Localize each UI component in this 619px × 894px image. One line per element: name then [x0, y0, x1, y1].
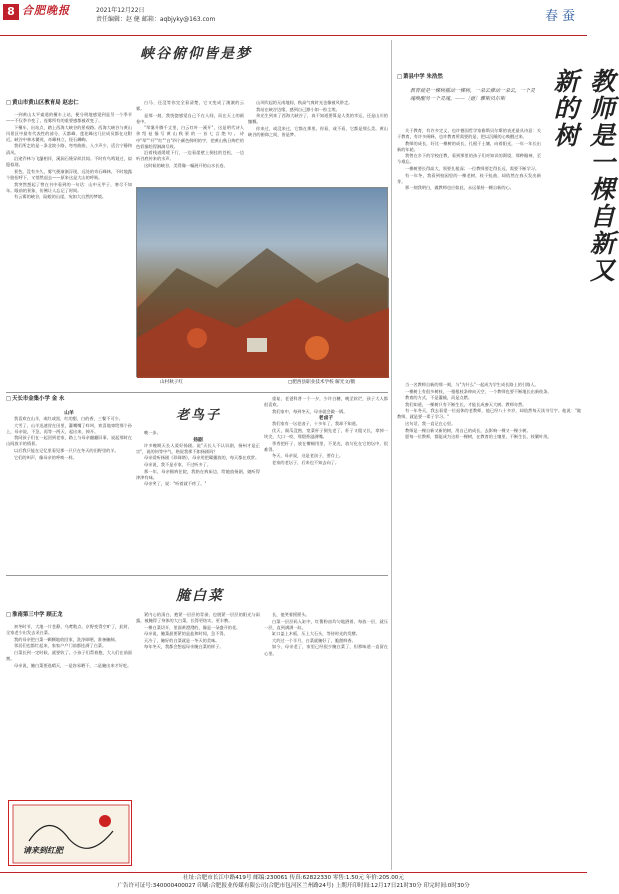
stamp-text: 请来到红肥: [23, 845, 63, 855]
paragraph: 一到黄山太平索道的檀车上站，便分明地感觉到是另一个季节——不仅季节变了，连雾所有的重要感都被改变了。: [6, 112, 132, 124]
paragraph: 我喜欢在山羊，或红或黑，红的甜，白的香，三餐不可少。: [14, 416, 123, 422]
subtitle: 山羊: [64, 410, 74, 416]
article4-byline: □ 萧县中学 朱浩然: [397, 74, 443, 82]
paragraph: 教师是一棵自新又新的树，用自己的成长，去影响一棵又一棵小树。: [405, 427, 531, 433]
paragraph: 白马、还没等你完全看清楚，它又变成了滚滚的云雾。: [136, 100, 244, 112]
epigraph-quote: 教育就是一棵树摇动一棵树，一朵云推动一朵云，一个灵魂唤醒另一个灵魂。——〔德〕雅斯贝尔斯: [410, 88, 536, 102]
paragraph: 下檀车，出站点，踏上西海大峡谷的景观路。西海大峡谷与黄山风景区中最有代表性的部分，天都峰、莲花峰这几位成员都在这附近。峡谷中林木繁茂，奇峰林立，怪石嶙峋。: [6, 124, 132, 142]
photo-caption: 山村秋子红: [160, 380, 183, 385]
section-title: 春蚕: [544, 9, 579, 24]
paragraph: 这时候的峡谷，美得像一幅展开的山水长卷。: [144, 162, 228, 168]
article1-title: 峡谷俯仰皆是梦: [140, 46, 252, 62]
paragraph: 是那一刻，我恍惚感觉自己不在人间，而在天上的画卷中。: [136, 112, 244, 124]
paragraph: 我站在峡谷边缘，感到自己渺小如一粒尘埃。: [256, 106, 340, 112]
paragraph: 大约过一个半月，白菜就腌好了，脆甜鲜香。: [272, 637, 356, 643]
article3-title: 腌白菜: [176, 588, 224, 604]
footer: [0, 872, 587, 894]
editor-info: 责任编辑：赵 健 邮箱：aqbjyky@163.com: [96, 16, 216, 23]
autumn-village-photo: [136, 187, 388, 377]
article1-col3: [248, 100, 388, 184]
paragraph: 有一年冬天，我去看望一位退休的老教师，他已经八十多岁，却依然每天读书写字。他说："做教师，就是要一辈子学习。": [397, 408, 581, 420]
paragraph: 教育的方式，不是灌输，而是点燃。: [405, 395, 473, 401]
paragraph: 母亲说，我不是专家，不过听多了。: [144, 461, 212, 467]
paragraph: 我的母亲把白菜一颗颗地收回家，洗净晾晒，准备腌制。: [14, 636, 119, 642]
paragraph: 教师的成长，好比一棵树的成长，扎根于土壤，向着阳光，一年一年长出新的年轮。: [397, 140, 541, 152]
paragraph: 如今，母亲老了，家里已经很少腌白菜了，但那味道一直留在心里。: [264, 644, 388, 656]
paragraph: 以后我只能在记忆里看见那一只只在冬天的田野里的羊。: [14, 448, 119, 454]
article4-col2: [397, 382, 581, 868]
paper-name: 合肥晚报: [22, 4, 70, 17]
paragraph: 关于教育，有许多定义，也许德国哲学家雅斯贝尔斯的表述最具诗意：关于教育，有许多阐释，也许教育所需要的是，把以沉睡的心唤醒过来。: [397, 128, 541, 140]
article4-vertical-title: 教师是一棵自新又新的树: [550, 68, 616, 284]
paragraph: 伏天，阁瓜没熟，宽菜杆子倒先老了，秆子又粗又长，拿掉一块尖，大口一咬，那甜香溢满嘴。: [264, 427, 388, 440]
paragraph: 景色，没有多久，雾气便渐渐浮现，远处的奇石峰林，不时地露个脸招呼下，又悄然退去——原来这是大山的呼吸。: [6, 168, 132, 180]
paragraph: 母亲爱听扬剧《珍珠塔》，母亲用把碟播放的，每天都在欣赏。: [144, 455, 260, 461]
photo-credit: □肥西县职业技术学校 解光文/摄: [288, 380, 356, 385]
photo-scenery: [137, 188, 389, 378]
paragraph: 这句话，我一直记在心里。: [405, 421, 456, 427]
stamp-art: [9, 801, 133, 867]
article2-title: 老鸟子: [176, 408, 222, 423]
paragraph: 白菜一层层码入缸中，红薯粉卤均匀地洒着，每放一层，就压一层，直到满满一缸。: [264, 618, 388, 630]
paragraph: 一棵树要长得高大，须要扎根深；一位教师要走得长远，需要不断学习。: [405, 166, 540, 172]
paragraph: 缸口盖上木板，压上大石头，等待时光的发酵。: [272, 631, 360, 637]
article1-col1: [6, 112, 132, 390]
masthead: [0, 0, 587, 36]
column-divider: [391, 40, 392, 870]
paragraph: 一棵树上有很多树枝，一根根枝条伸向天空，一个教师也要不断地长出新枝条。: [405, 388, 552, 394]
paragraph: 我们家中，每到冬天，母亲就会做一锅。: [272, 408, 348, 414]
paragraph: 沿着栈道缓缓下行，一边看崖壁上倒挂的苍松，一边听谷底传来的水声。: [136, 150, 244, 162]
subtitle: 老卤子: [318, 415, 334, 422]
article2-col2: [136, 430, 260, 570]
article3-col2: [136, 612, 260, 868]
article2-byline: □ 天长市金集小学 金 永: [6, 396, 64, 404]
footer-print-info: 广告许可证号:340000400027 印刷:合肥报业传媒有限公司(合肥市包河区兰州路24号) 上期开印时间:12月17日21时30分 印完时间:0时30分: [117, 882, 470, 889]
paragraph: 大雪了，山羊迅速冒在田里，灌嘴嘴了咩叫，欢喜地寄给那个孙上，母亲说，不急，再等一两天，起出来，掉开。: [6, 422, 132, 434]
paragraph: 我曾在乡下的学校任教，看到那里的孩子们对知识的渴望，那种眼神，至今难忘。: [397, 153, 541, 165]
paragraph: 我们所走的是一条北坡小路，弯弯曲曲，人少声少，适合宁静和清风。: [6, 143, 132, 155]
page-number: 8: [3, 4, 19, 20]
issue-date: 2021年12月22日: [96, 7, 145, 14]
article2-col3: [264, 396, 388, 570]
paragraph: 有云雾的峡谷，险峻的山崖，宛如大自然的梦境。: [14, 194, 107, 200]
paragraph: 我突然想起了曾在书中看到的一句话：山中无甲子，寒尽不知年。眼前的景象，仿佛让人忘记了时间。: [6, 181, 132, 193]
paragraph: 每年冬天，我都会想起母亲腌白菜的样子。: [144, 644, 224, 650]
paragraph: 当一名教师自新的那一刻，与"为什么"一起成为学生成长路上的引路人。: [405, 382, 539, 387]
header-meta: [96, 6, 215, 24]
section-divider: [6, 392, 388, 393]
paragraph: 晚一步。: [144, 430, 161, 435]
paragraph: 那一年，母亲腿病住院，我陪在病床边，给她放扬剧，她听得津津有味。: [136, 468, 260, 480]
section-divider: [6, 575, 388, 576]
article3-col1: [6, 624, 132, 794]
paragraph: 邻居们也都忙起来，家家户户门前都挂满了白菜。: [14, 643, 107, 649]
paragraph: 我们知道，一棵树只有不断生长，才能长成参天大树。教师亦然。: [405, 401, 527, 407]
paragraph: 山风吹起的无南地间，秋高气爽时光也像被风带走。: [256, 100, 353, 105]
paragraph: 季秀把秆子，放在槽桶用里，不见光，放匀化在它的坛中，很难得。: [264, 440, 388, 452]
paragraph: 愿每一位教师，都能成为这样一棵树，在教育的土壤里，不断生长，枝繁叶茂。: [405, 434, 552, 440]
article4-col1: [397, 128, 541, 378]
article3-col3: [264, 612, 388, 868]
paragraph: 它们的叫声，像母亲的呼唤一样。: [14, 454, 77, 460]
footer-address: 社址:合肥市长江中路419号 邮编:230061 传真:62822330 零售:1.50元 年价:205.00元: [183, 875, 404, 881]
article1-byline: □ 黄山市黄山区教育局 赵忠仁: [6, 100, 79, 108]
paragraph: 母亲说，腌白菜要选晴天，一是容易晒干，二是腌出来才好吃。: [14, 662, 132, 668]
paragraph: "翠霭升腾千丈里，白云红叶一溪开"，这是明代诗人余绍祉描写黄山秋景的一首七言绝句。诗中"翠""升""红""白"四个颜色鲜明的字，把黄山秋日绚烂的色彩描绘得淋漓尽致。: [136, 125, 244, 149]
paragraph: 余光生到来了西海大峡谷了，真不知道要算是人类的幸运，还是山川的慷慨。: [248, 113, 388, 125]
paragraph: 那一刻我明白，做教师也应如此，永远保持一颗自新的心。: [405, 185, 514, 191]
paragraph: 天冷了，腌好的白菜就是一冬天的美味。: [144, 637, 220, 643]
article2-col1: [6, 410, 132, 570]
article3-byline: □ 淮南第三中学 顾正龙: [6, 612, 63, 620]
paragraph: 冬天，母亲说，这是老卤子，要存上。: [272, 453, 344, 459]
paragraph: 初冬时节，大地一片苍静，乌鸢数点，京野变得空旷了，此时，全家老少出发去采白菜。: [6, 624, 132, 636]
paragraph: 一棵白菜切开，里面黄澄澄的，像是一朵盛开的花。: [144, 624, 241, 630]
paragraph: 有一年冬，我看到校园里的一棵老树，枝干虬曲，却依然在春天发出新芽。: [397, 172, 541, 184]
paragraph: 紧内心的清白，抱紧一层层的青褂，也脱紧一层层的阳光与雨露，被腌得了身体的大白菜，长得更结实，更丰腴。: [136, 612, 260, 624]
stamp-illustration: [8, 800, 132, 866]
article1-col2: [136, 100, 244, 184]
paragraph: 沿途乔林与飞瀑相伴，溪涧石缝穿织其间。不时有鸟鸣划过，似隐似现。: [6, 156, 132, 168]
paragraph: 长，他笑着摇摇头。: [272, 612, 310, 617]
paragraph: 白菜长到一定时候，就要收了。小孩子们帮着抱，大人们在前面割。: [6, 649, 132, 661]
paragraph: 许多晚期天长人爱好扬剧。说"天长人不认识剧，扬州才是正宗"，说的何等中气，格说我那不如扬剧吗？: [136, 442, 260, 454]
paragraph: 重复，老爸科普一个一夕，少许白糖，晚至软烂，孩子大人都很喜欢。: [264, 396, 388, 408]
subtitle: 扬剧: [193, 436, 203, 443]
paragraph: 你来过，或没来过，它都在那里。你看，或不看，它都是那么美。黄山峡谷的俯仰之间，皆是梦。: [248, 125, 388, 137]
paragraph: 我同孩子们在一起回到老家，路上与母亲翻翻旧事，说起那时在山间放羊的情景。: [6, 435, 132, 447]
paragraph: 母亲笑了，说："听着就不疼了。": [144, 481, 207, 487]
paragraph: 我们家有一坛老卤子，十多年了，我却不知道。: [272, 421, 360, 427]
paragraph: 母亲说，腌菜最要紧的是盐和时间，急不得。: [144, 631, 228, 637]
paragraph: 老家的老坛子，后来也不知去向了。: [272, 459, 340, 465]
